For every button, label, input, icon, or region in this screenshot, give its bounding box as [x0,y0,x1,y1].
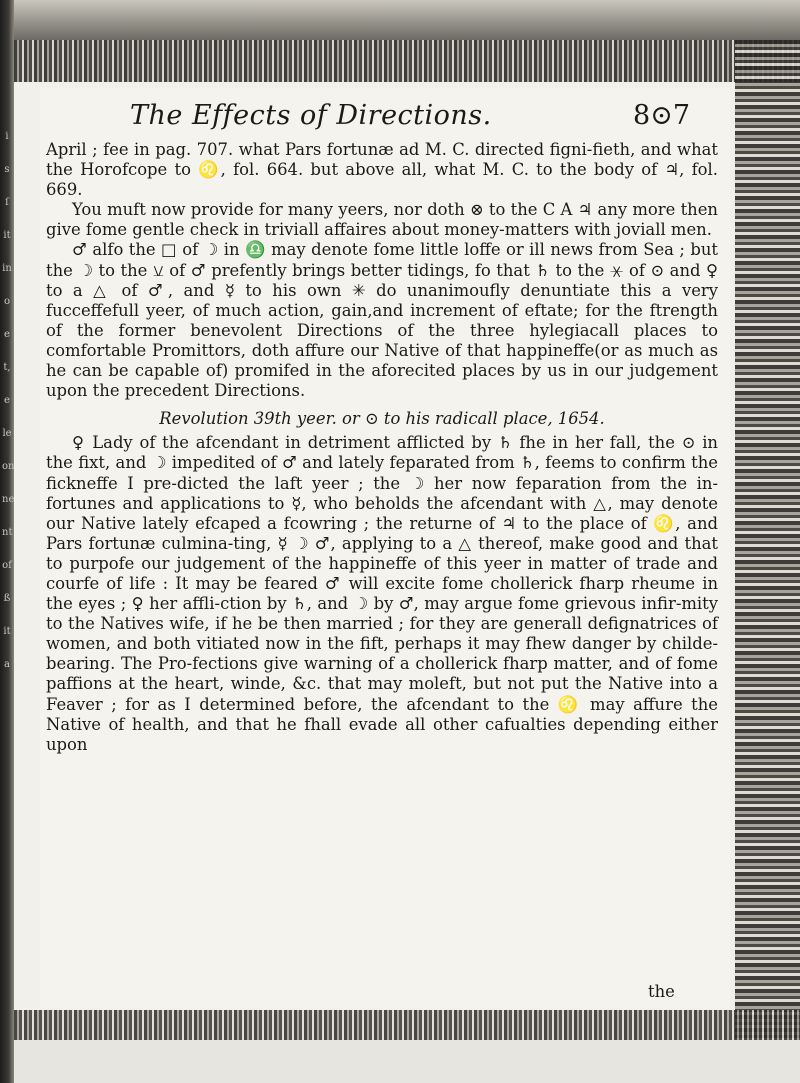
page-number: 8⊙7 [633,100,690,131]
running-title: The Effects of Directions. [130,100,492,131]
gutter-fragment: e [4,329,10,340]
gutter-fragment: it [3,626,11,637]
gutter-fragment: in [2,263,12,274]
gutter-fragment: ne [2,494,15,505]
gutter-fragment: le [2,428,12,439]
bottom-margin [14,1040,800,1083]
gutter-fragment: t, [3,362,11,373]
gutter-fragment: on [2,461,15,472]
gutter-fragment: a [4,659,10,670]
top-edge-shadow [14,0,800,40]
gutter-fragment: ſ [5,197,9,208]
gutter-fragments [2,120,15,681]
gutter-fragment: i [5,131,9,142]
bottom-ornament-border [14,1010,800,1040]
gutter-fragment: of [2,560,12,571]
gutter-fragment: o [3,296,11,307]
catchword: the [648,982,675,1001]
right-ornament-border [735,40,800,1083]
gutter-fragment: it [3,230,11,241]
gutter-fragment: e [4,395,10,406]
paragraph: ♂ alfo the □ of ☽ in ♎ may denote fome little loffe or ill news from Sea ; but the ☽ to the ⚺ of ♂ prefently brings better tidings, fo that ♄ to the ⚹ of ⊙ and ♀ to a △ of ♂, and ☿ to his own ✳ do unanimoufly denuntiate this a very fucceffefull yeer, of much action, gain,and increment of eftate; for the ftrength of the former benevolent Directions of the three hylegiacall places to comfortable Promittors, doth affure our Native of that happineffe(or as much as he can be capable of) promifed in the aforecited places by us in our judgement upon the precedent Directions. [46,240,718,401]
gutter-fragment: s [4,164,10,175]
top-ornament-border [14,40,800,82]
paragraph: You muft now provide for many yeers, nor doth ⊗ to the C A ♃ any more then give fome gentle check in triviall affaires about money-matters with joviall men. [46,200,718,240]
revolution-heading: Revolution 39th yeer. or ⊙ to his radicall place, 1654. [159,409,605,429]
paragraph: April ; fee in pag. 707. what Pars fortunæ ad M. C. directed figni-fieth, and what the Horofcope to ♌, fol. 664. but above all, what M. C. to the body of ♃, fol. 669. [46,140,718,200]
gutter-fragment: nt [2,527,13,538]
page-header [130,100,690,136]
gutter-fragment: ß [3,593,11,604]
body-text [46,140,718,755]
paragraph: ♀ Lady of the afcendant in detriment afflicted by ♄ fhe in her fall, the ⊙ in the fixt, and ☽ impedited of ♂ and lately feparated from ♄, feems to confirm the fickneffe I pre-dicted the laft yeer ; the ☽ her now feparation from the in-fortunes and applications to ☿, who beholds the afcendant with △, may denote our Native lately efcaped a fcowring ; the returne of ♃ to the place of ♌, and Pars fortunæ culmina-ting, ☿ ☽ ♂, applying to a △ thereof, make good and that to purpofe our judgement of the happineffe of this yeer in matter of trade and courfe of life : It may be feared ♂ will excite fome chollerick fharp rheume in the eyes ; ♀ her affli-ction by ♄, and ☽ by ♂, may argue fome grievous infir-mity to the Natives wife, if he be then married ; for they are generall defignatrices of women, and both vitiated now in the fift, perhaps it may fhew danger by childe-bearing. The Pro-fections give warning of a chollerick fharp matter, and of fome paffions at the heart, winde, &c. that may moleft, but not put the Native into a Feaver ; for as I determined before, the afcendant to the ♌ may affure the Native of health, and that he fhall evade all other cafualties depending either upon [46,433,718,754]
